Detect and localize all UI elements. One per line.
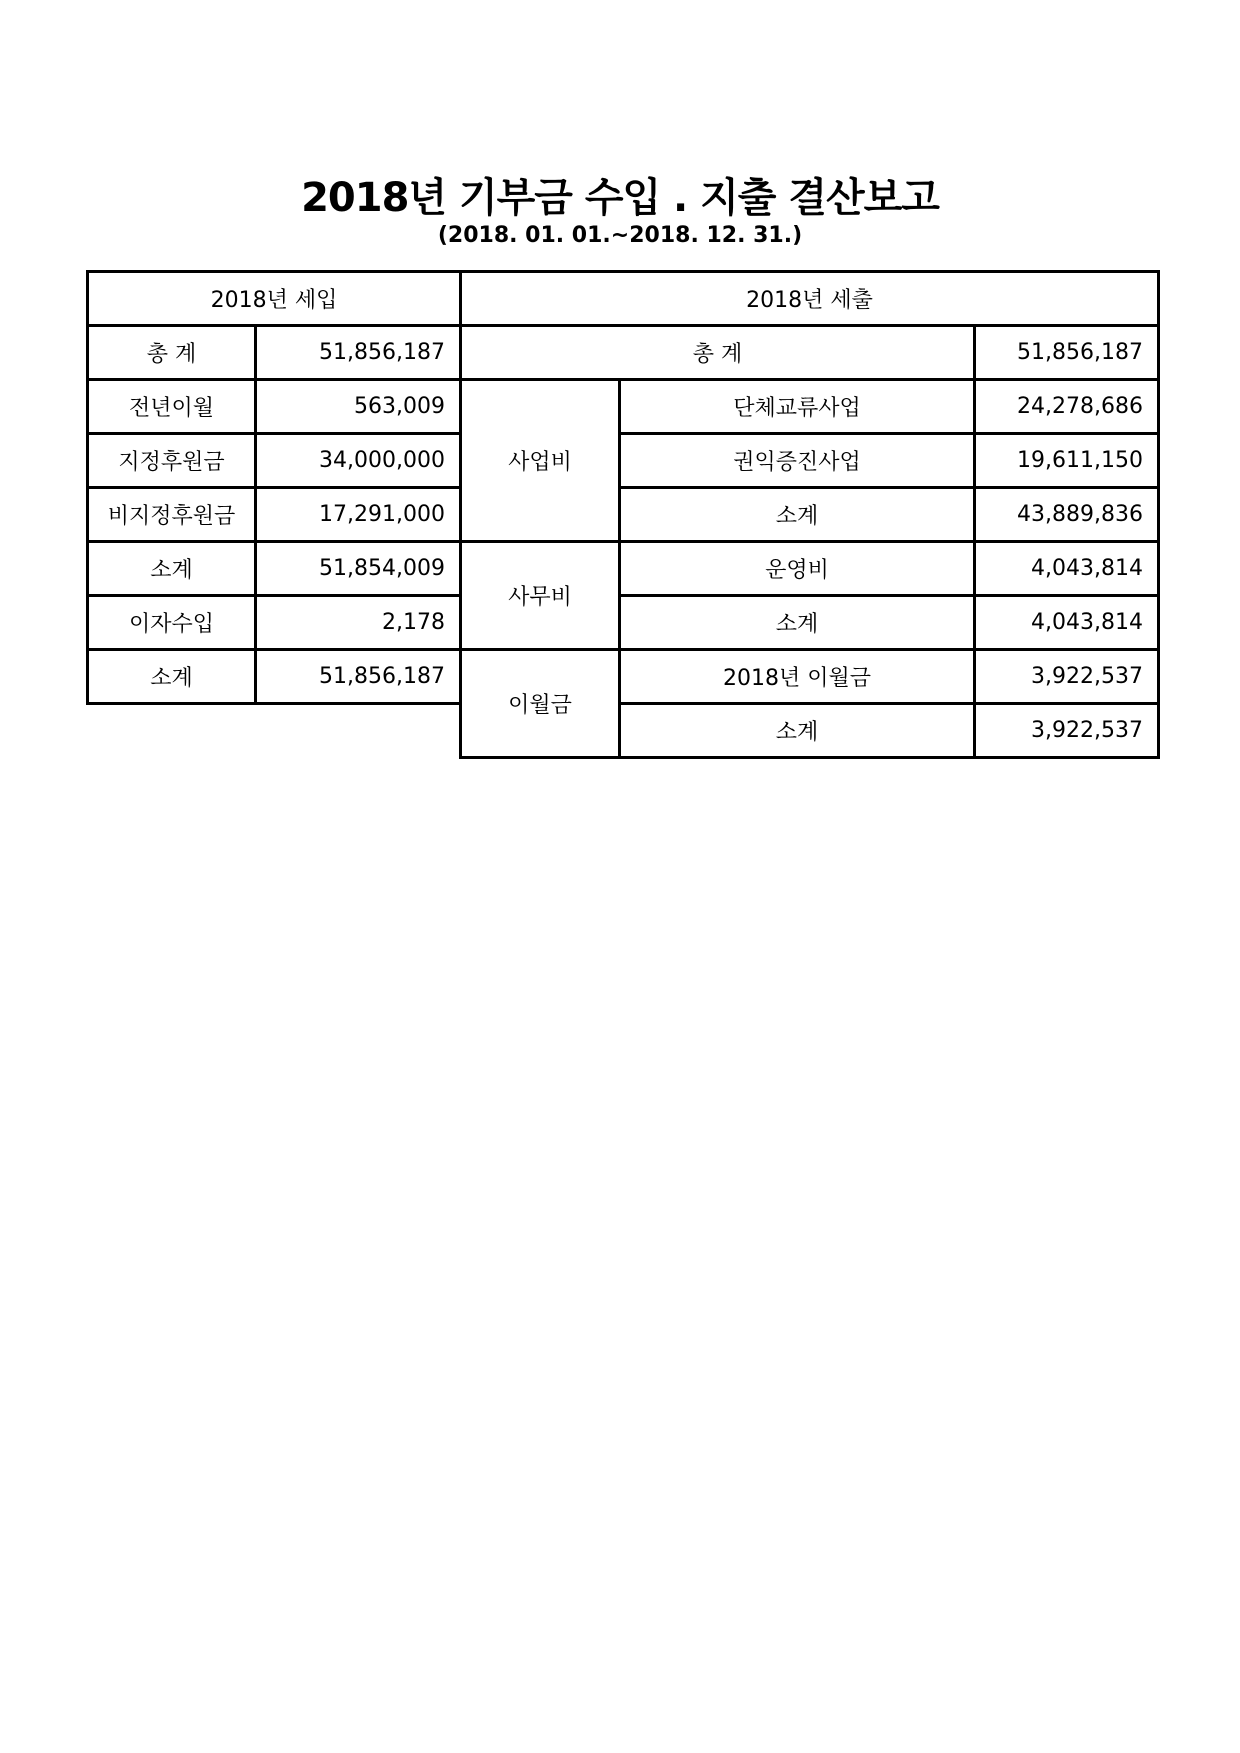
income-value: 563,009 [256,380,461,434]
expense-item-value: 19,611,150 [975,434,1159,488]
expense-subtotal-value: 3,922,537 [975,704,1159,758]
income-label: 전년이월 [88,380,256,434]
expense-item-value: 4,043,814 [975,542,1159,596]
income-row [88,596,461,650]
income-table [86,270,462,705]
expense-subtotal-value: 43,889,836 [975,488,1159,542]
expense-total-value: 51,856,187 [975,326,1159,380]
income-label: 이자수입 [88,596,256,650]
income-value: 17,291,000 [256,488,461,542]
expense-item-label: 단체교류사업 [620,380,975,434]
expense-total-row [461,326,1159,380]
income-label: 지정후원금 [88,434,256,488]
expense-item-label: 권익증진사업 [620,434,975,488]
expense-item-value: 24,278,686 [975,380,1159,434]
expense-row [461,542,1159,596]
expense-subtotal-label: 소계 [620,704,975,758]
income-header: 2018년 세입 [88,272,461,326]
expense-header-row [461,272,1159,326]
expense-row [461,380,1159,434]
income-row [88,434,461,488]
expense-item-value: 3,922,537 [975,650,1159,704]
expense-category: 사업비 [461,380,620,542]
income-label: 비지정후원금 [88,488,256,542]
expense-header: 2018년 세출 [461,272,1159,326]
expense-category: 사무비 [461,542,620,650]
income-value: 34,000,000 [256,434,461,488]
income-subtotal-label: 소계 [88,650,256,704]
expense-item-label: 2018년 이월금 [620,650,975,704]
income-row [88,488,461,542]
report-title: 2018년 기부금 수입 . 지출 결산보고 [301,175,939,221]
income-row [88,380,461,434]
income-value: 2,178 [256,596,461,650]
income-row [88,650,461,704]
expense-category: 이월금 [461,650,620,758]
expense-table [459,270,1160,759]
income-total-value: 51,856,187 [256,326,461,380]
expense-subtotal-value: 4,043,814 [975,596,1159,650]
income-header-row [88,272,461,326]
expense-item-label: 운영비 [620,542,975,596]
expense-subtotal-label: 소계 [620,488,975,542]
income-row [88,326,461,380]
income-subtotal-value: 51,856,187 [256,650,461,704]
report-period: (2018. 01. 01.~2018. 12. 31.) [437,223,803,248]
income-row [88,542,461,596]
expense-subtotal-label: 소계 [620,596,975,650]
expense-row [461,650,1159,704]
income-total-label: 총 계 [88,326,256,380]
income-subtotal-label: 소계 [88,542,256,596]
expense-total-label: 총 계 [461,326,975,380]
income-subtotal-value: 51,854,009 [256,542,461,596]
